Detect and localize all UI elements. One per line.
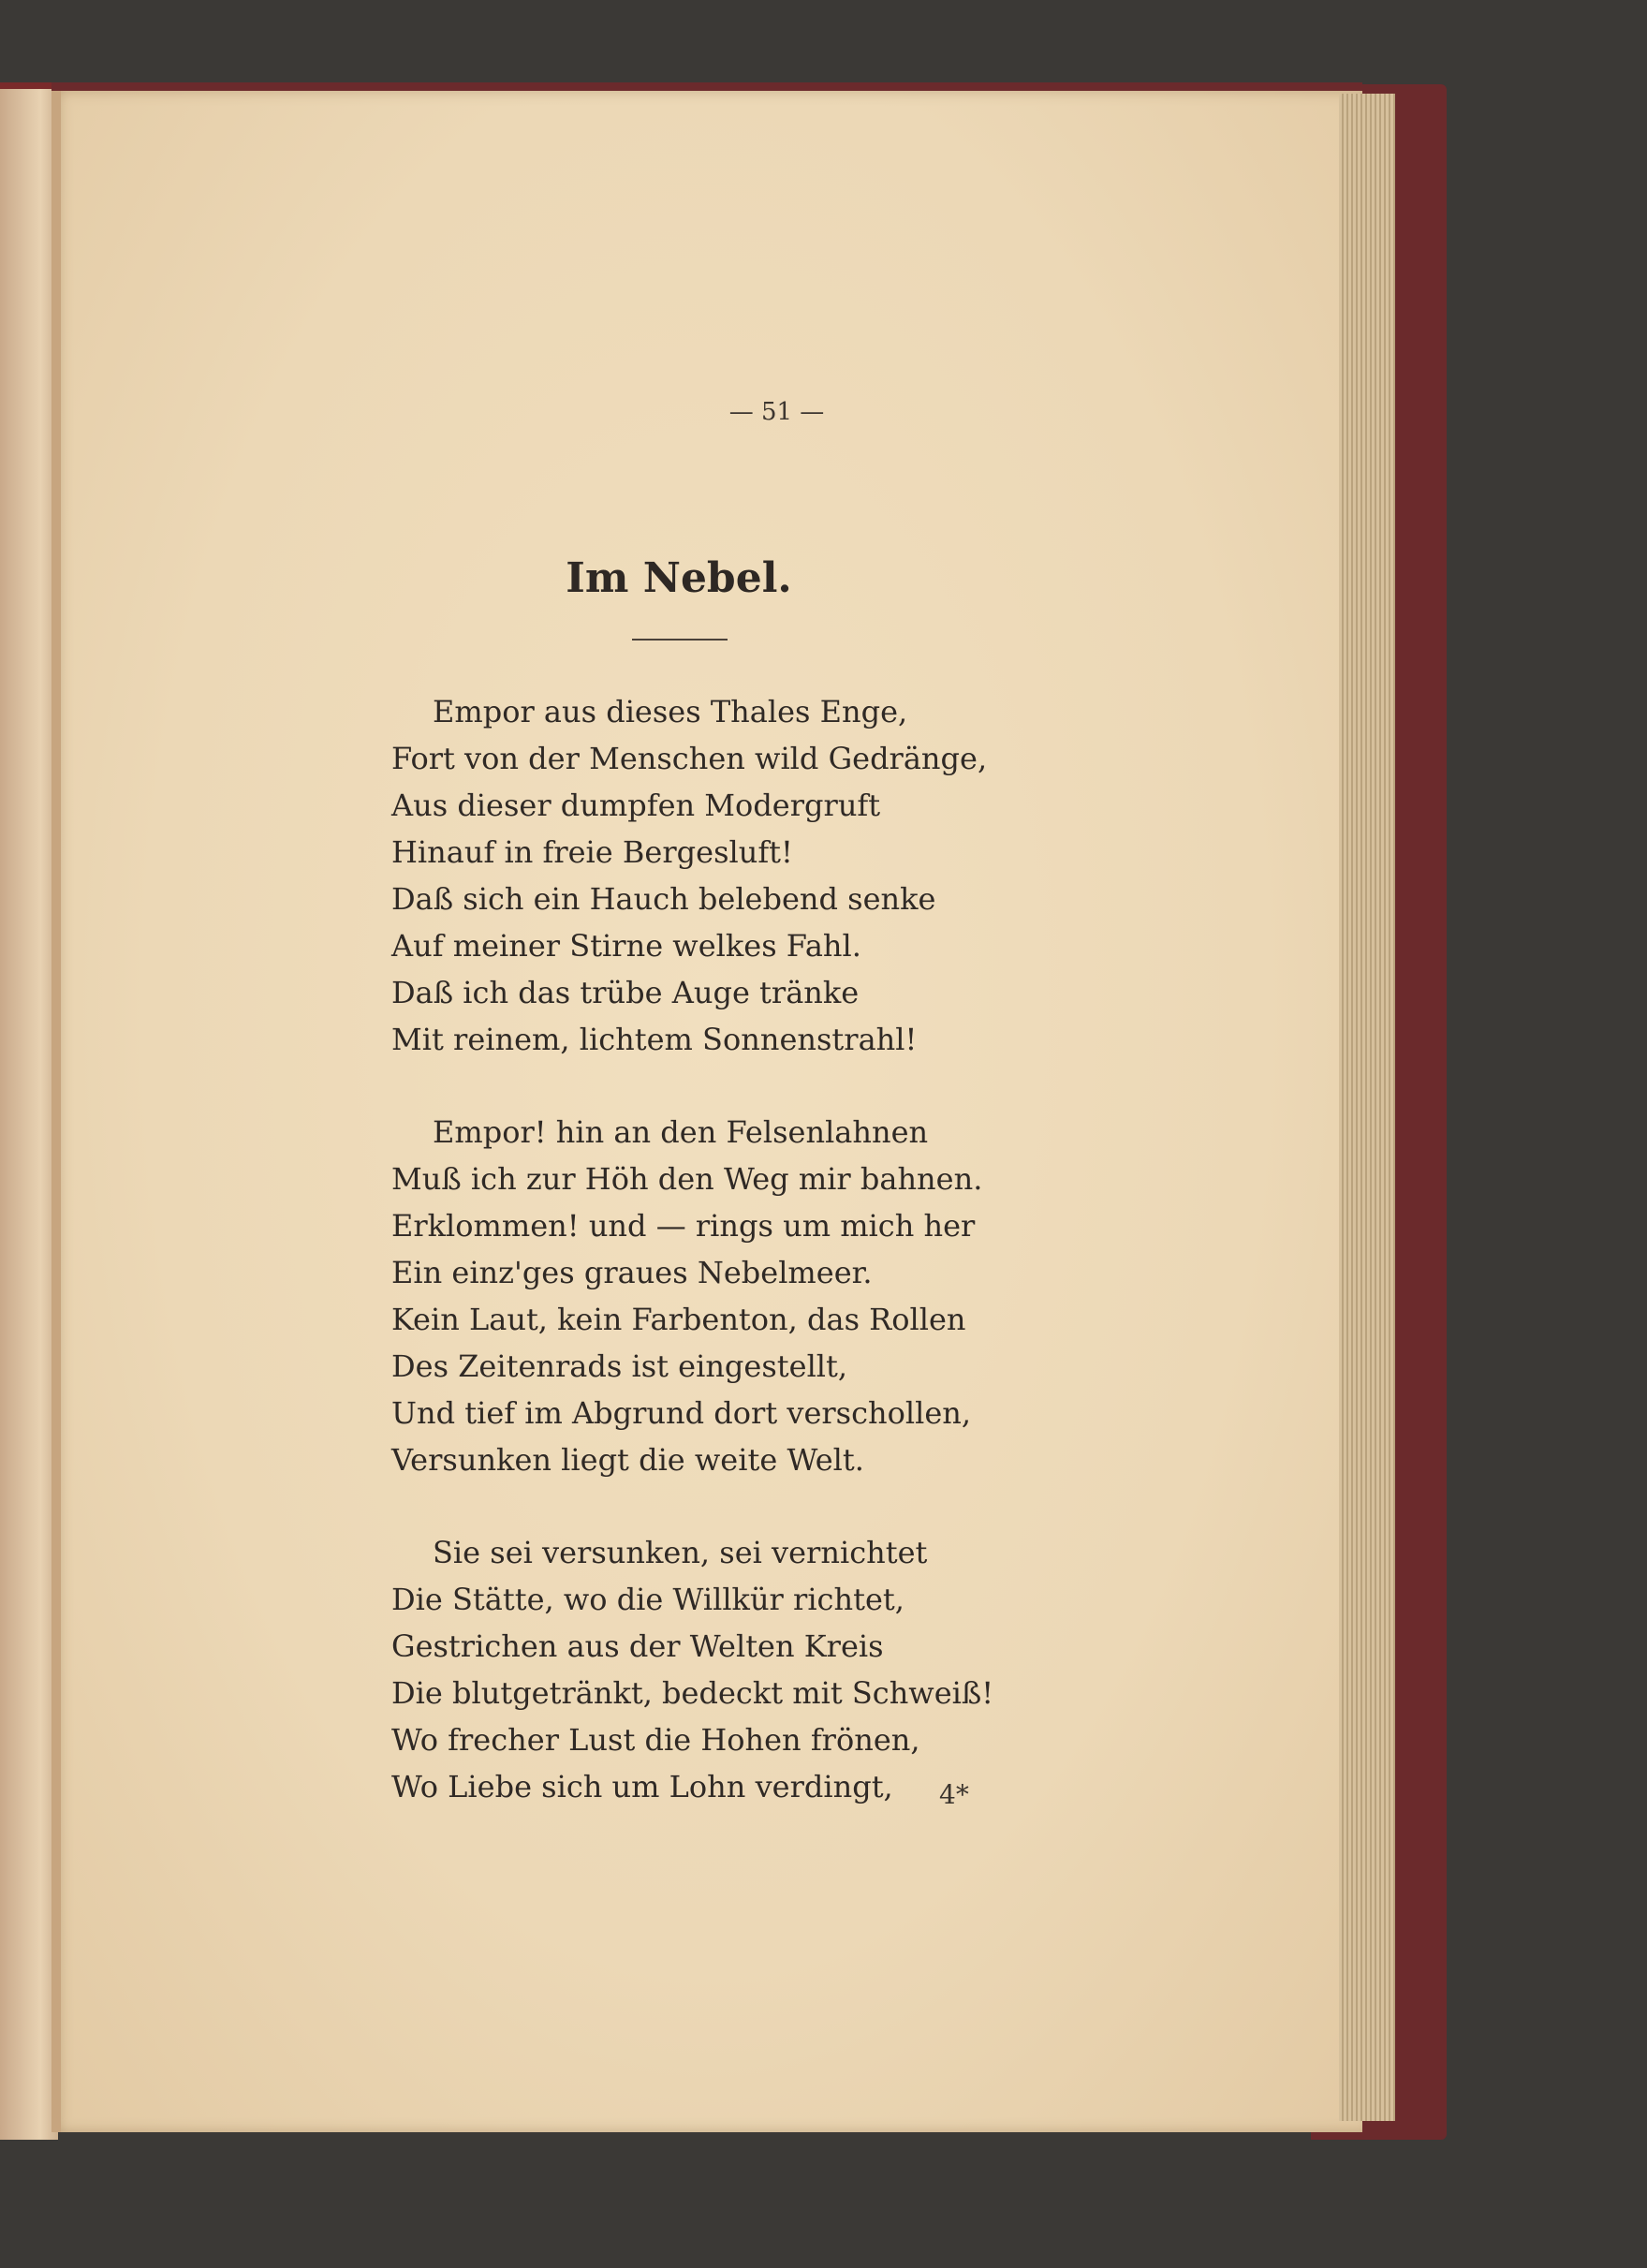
poem-line: Erklommen! und — rings um mich her [391, 1208, 976, 1244]
poem-line: Hinauf in freie Bergesluft! [391, 834, 793, 870]
poem-line: Versunken liegt die weite Welt. [391, 1442, 864, 1478]
poem-line: Empor! hin an den Felsenlahnen [433, 1114, 929, 1150]
poem-line: Des Zeitenrads ist eingestellt, [391, 1348, 848, 1384]
poem-line: Kein Laut, kein Farbenton, das Rollen [391, 1302, 966, 1337]
title-rule [632, 639, 728, 641]
poem-line: Empor aus dieses Thales Enge, [433, 694, 908, 729]
stanza [391, 1529, 993, 1810]
poem-body [391, 688, 993, 1856]
poem-line: Auf meiner Stirne welkes Fahl. [391, 928, 861, 964]
poem-line: Ein einz'ges graues Nebelmeer. [391, 1255, 873, 1290]
poem-line: Die Stätte, wo die Willkür richtet, [391, 1582, 904, 1617]
poem-line: Aus dieser dumpfen Modergruft [391, 788, 881, 823]
stanza [391, 1109, 993, 1483]
poem-line: Muß ich zur Höh den Weg mir bahnen. [391, 1161, 983, 1197]
poem-line: Die blutgetränkt, bedeckt mit Schweiß! [391, 1675, 994, 1711]
poem-line: Wo Liebe sich um Lohn verdingt, [391, 1769, 893, 1804]
stanza [391, 688, 993, 1063]
page-gutter [51, 91, 61, 2132]
poem-line: Daß ich das trübe Auge tränke [391, 975, 860, 1010]
poem-line: Und tief im Abgrund dort verschollen, [391, 1395, 972, 1431]
poem-line: Daß sich ein Hauch belebend senke [391, 881, 936, 917]
poem-line: Sie sei versunken, sei vernichtet [433, 1535, 928, 1570]
poem-line: Mit reinem, lichtem Sonnenstrahl! [391, 1022, 918, 1057]
left-page-edge [0, 89, 58, 2140]
signature-mark: 4* [939, 1779, 969, 1810]
page-number-text: — 51 — [728, 398, 825, 426]
poem-line: Gestrichen aus der Welten Kreis [391, 1628, 884, 1664]
poem-title: Im Nebel. [566, 554, 792, 602]
poem-line: Fort von der Menschen wild Gedränge, [391, 741, 988, 776]
poem-line: Wo frecher Lust die Hohen frönen, [391, 1722, 920, 1758]
page-number [0, 398, 1647, 426]
